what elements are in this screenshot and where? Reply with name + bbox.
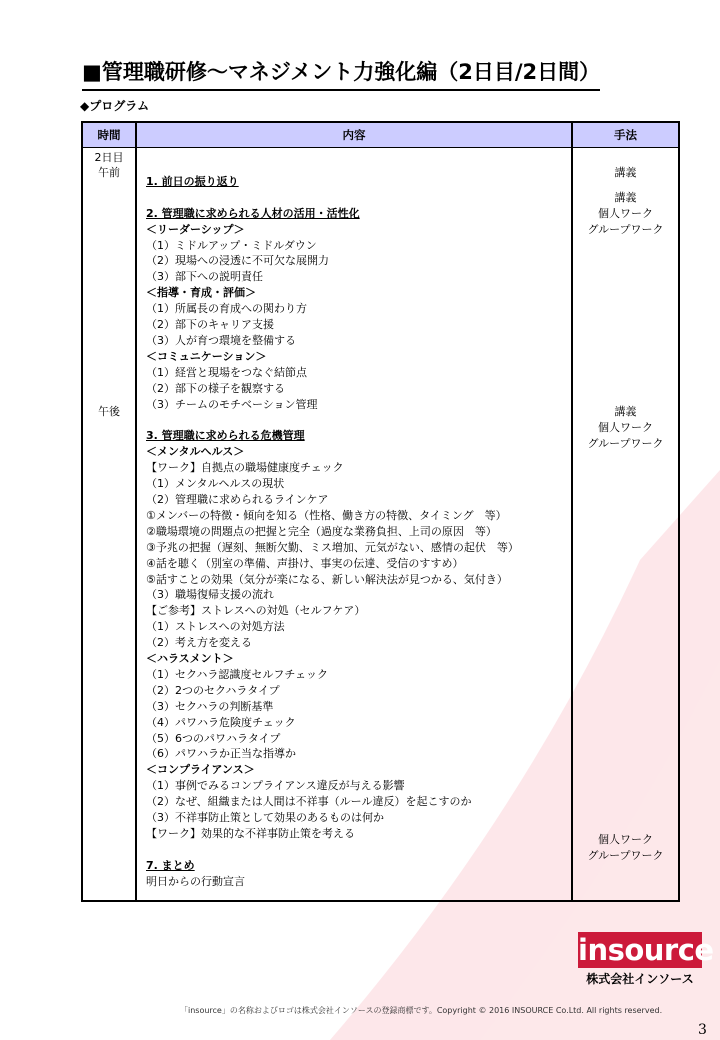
content-line: 【ワーク】効果的な不祥事防止策を考える bbox=[146, 827, 355, 841]
content-line: ④話を聴く（別室の準備、声掛け、事実の伝達、受信のすすめ） bbox=[146, 556, 464, 570]
content-line: ①メンバーの特徴・傾向を知る（性格、働き方の特徴、タイミング 等） bbox=[146, 508, 507, 522]
page-title: ■管理職研修～マネジメント力強化編（2日目/2日間） bbox=[82, 58, 600, 91]
content-line: （2）考え方を変える bbox=[146, 636, 252, 650]
method-group bbox=[573, 165, 678, 181]
content-subheading: ＜ハラスメント＞ bbox=[146, 652, 234, 666]
content-line: （1）ストレスへの対処方法 bbox=[146, 620, 285, 634]
page-number: 3 bbox=[698, 1022, 707, 1038]
content-spacer bbox=[146, 158, 565, 174]
content-spacer bbox=[146, 190, 565, 206]
method-item: 個人ワーク bbox=[598, 833, 653, 846]
content-line: （1）ミドルアップ・ミドルダウン bbox=[146, 238, 317, 252]
content-heading: 1. 前日の振り返り bbox=[146, 174, 239, 188]
method-item: 個人ワーク bbox=[598, 206, 653, 220]
content-subheading: ＜コンプライアンス＞ bbox=[146, 763, 255, 777]
content-line: （5）6つのパワハラタイプ bbox=[146, 731, 281, 745]
method-item: 講義 bbox=[614, 405, 637, 418]
content-line: （1）所属長の育成への関わり方 bbox=[146, 302, 307, 316]
time-cell bbox=[82, 148, 136, 901]
content-heading: 7. まとめ bbox=[146, 858, 195, 872]
content-line: （3）人が育つ環境を整備する bbox=[146, 333, 296, 347]
header-time: 時間 bbox=[82, 122, 136, 148]
content-spacer bbox=[146, 412, 565, 428]
content-heading: 3. 管理職に求められる危機管理 bbox=[146, 429, 305, 443]
content-line: （3）職場復帰支援の流れ bbox=[146, 588, 274, 602]
method-item: グループワーク bbox=[587, 436, 664, 450]
content-line: 明日からの行動宣言 bbox=[146, 874, 245, 888]
header-content: 内容 bbox=[136, 122, 572, 148]
method-cell bbox=[572, 148, 679, 901]
insource-logo: insource bbox=[578, 933, 714, 967]
method-group bbox=[573, 190, 678, 238]
content-line: ②職場環境の問題点の把握と完全（過度な業務負担、上司の原因 等） bbox=[146, 524, 497, 538]
content-line: （3）不祥事防止策として効果のあるものは何か bbox=[146, 811, 384, 825]
header-method: 手法 bbox=[572, 122, 679, 148]
time-day: 2日目 bbox=[94, 151, 124, 164]
content-line: （3）チームのモチベーション管理 bbox=[146, 397, 318, 411]
content-line: （2）部下のキャリア支援 bbox=[146, 318, 274, 332]
table-row bbox=[82, 148, 679, 901]
section-label: ◆プログラム bbox=[80, 99, 150, 113]
content-subheading: ＜コミュニケーション＞ bbox=[146, 349, 267, 363]
company-name: 株式会社インソース bbox=[586, 972, 694, 986]
time-afternoon: 午後 bbox=[98, 405, 120, 418]
method-group bbox=[573, 404, 678, 452]
content-line: （1）事例でみるコンプライアンス違反が与える影響 bbox=[146, 779, 405, 793]
content-line: （2）部下の様子を観察する bbox=[146, 381, 285, 395]
method-item: 個人ワーク bbox=[598, 420, 653, 434]
program-table bbox=[81, 121, 680, 902]
content-subheading: ＜指導・育成・評価＞ bbox=[146, 286, 256, 300]
method-item: グループワーク bbox=[587, 222, 664, 236]
content-subheading: ＜リーダーシップ＞ bbox=[146, 222, 245, 236]
method-item: 講義 bbox=[614, 191, 637, 204]
content-cell bbox=[136, 148, 572, 901]
content-line: （1）メンタルヘルスの現状 bbox=[146, 477, 285, 491]
table-header-row bbox=[82, 122, 679, 148]
method-group bbox=[573, 832, 678, 864]
content-line: ③予兆の把握（遅刻、無断欠勤、ミス増加、元気がない、感情の起伏 等） bbox=[146, 540, 519, 554]
content-line: 【ワーク】自拠点の職場健康度チェック bbox=[146, 461, 344, 475]
method-item: グループワーク bbox=[587, 848, 664, 862]
content-spacer bbox=[146, 842, 565, 858]
content-line: （1）経営と現場をつなぐ結節点 bbox=[146, 365, 307, 379]
content-line: （3）部下への説明責任 bbox=[146, 270, 263, 284]
method-item: 講義 bbox=[614, 166, 637, 179]
content-line: （2）管理職に求められるラインケア bbox=[146, 492, 329, 506]
content-line: （2）なぜ、組織または人間は不祥事（ルール違反）を起こすのか bbox=[146, 795, 472, 809]
content-line: （2）現場への浸透に不可欠な展開力 bbox=[146, 254, 329, 268]
copyright-text: 「insource」の名称およびロゴは株式会社インソースの登録商標です。Copyright © 2016 INSOURCE Co.Ltd. All rights reserved. bbox=[180, 1006, 663, 1015]
time-morning: 午前 bbox=[98, 166, 120, 179]
content-heading: 2. 管理職に求められる人材の活用・活性化 bbox=[146, 206, 360, 220]
content-lines bbox=[146, 158, 565, 890]
content-line: （2）2つのセクハラタイプ bbox=[146, 683, 280, 697]
content-line: （1）セクハラ認識度セルフチェック bbox=[146, 667, 329, 681]
content-line: （6）パワハラか正当な指導か bbox=[146, 747, 296, 761]
content-line: （4）パワハラ危険度チェック bbox=[146, 715, 296, 729]
content-line: 【ご参考】ストレスへの対処（セルフケア） bbox=[146, 604, 366, 618]
content-line: （3）セクハラの判断基準 bbox=[146, 699, 274, 713]
content-subheading: ＜メンタルヘルス＞ bbox=[146, 445, 245, 459]
content-line: ⑤話すことの効果（気分が楽になる、新しい解決法が見つかる、気付き） bbox=[146, 572, 508, 586]
